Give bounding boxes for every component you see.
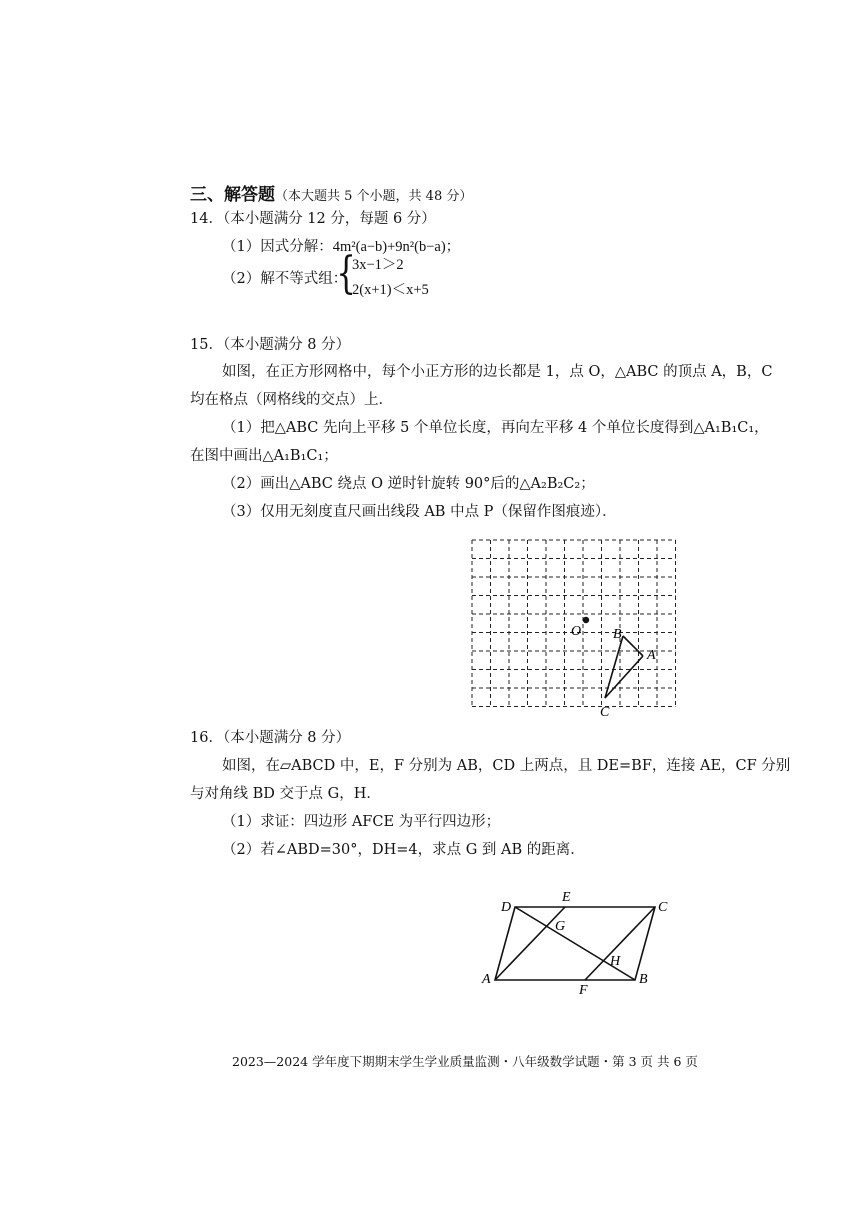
label-g: G <box>555 919 566 934</box>
label-d: D <box>501 900 512 915</box>
q16-intro-line2: 与对角线 BD 交于点 G，H． <box>190 786 381 802</box>
q14-part1-expression: 4m²(a−b)+9n²(b−a)； <box>332 239 461 255</box>
point-o <box>583 617 589 623</box>
q14-inequality-1: 3x−1＞2 <box>352 257 404 273</box>
label-a: A <box>647 648 656 663</box>
q15-part1-line1: （1）把△ABC 先向上平移 5 个单位长度，再向左平移 4 个单位长度得到△A₁B₁C₁， <box>222 420 769 436</box>
label-a: A <box>482 972 491 987</box>
section-heading <box>190 180 472 205</box>
page-footer: 2023—2024 学年度下期期末学生学业质量监测・八年级数学试题・第 3 页 共 6 页 <box>232 1054 698 1069</box>
q14-inequality-2: 2(x+1)＜x+5 <box>352 282 429 298</box>
q15-header: 15．（本小题满分 8 分） <box>190 337 351 353</box>
label-b: B <box>613 627 622 642</box>
q15-intro-line1: 如图，在正方形网格中，每个小正方形的边长都是 1，点 O，△ABC 的顶点 A，B，C <box>222 364 773 380</box>
q14-part2-label: （2）解不等式组： <box>222 271 348 287</box>
label-f: F <box>579 983 588 995</box>
section-note: （本大题共 5 个小题，共 48 分） <box>275 189 473 204</box>
label-h: H <box>610 954 621 969</box>
q15-part1-line2: 在图中画出△A₁B₁C₁； <box>190 448 338 464</box>
q14-header: 14．（本小题满分 12 分，每题 6 分） <box>190 211 436 227</box>
q16-part2: （2）若∠ABD=30°，DH=4，求点 G 到 AB 的距离． <box>222 842 585 858</box>
triangle-abc <box>605 636 643 698</box>
label-o: O <box>571 624 582 639</box>
label-b: B <box>639 972 648 987</box>
q16-header: 16．（本小题满分 8 分） <box>190 730 351 746</box>
section-title: 三、解答题 <box>190 185 275 205</box>
q16-intro-line1: 如图，在▱ABCD 中，E，F 分别为 AB，CD 上两点，且 DE=BF，连接 AE，CF 分别 <box>222 758 791 774</box>
q16-parallelogram-figure <box>475 885 685 995</box>
diagonal-bd <box>515 907 635 980</box>
q14-part1-label: （1）因式分解： <box>222 239 333 255</box>
q15-grid-figure <box>460 530 700 720</box>
label-c: C <box>600 705 610 720</box>
label-c: C <box>658 900 668 915</box>
segment-ba <box>623 636 643 656</box>
inequality-brace: { <box>336 248 356 299</box>
q16-part1: （1）求证：四边形 AFCE 为平行四边形； <box>222 814 501 830</box>
q15-part3: （3）仅用无刻度直尺画出线段 AB 中点 P（保留作图痕迹）． <box>222 504 617 520</box>
label-e: E <box>562 890 571 905</box>
q15-intro-line2: 均在格点（网格线的交点）上． <box>190 392 393 408</box>
q15-part2: （2）画出△ABC 绕点 O 逆时针旋转 90°后的△A₂B₂C₂； <box>222 476 595 492</box>
